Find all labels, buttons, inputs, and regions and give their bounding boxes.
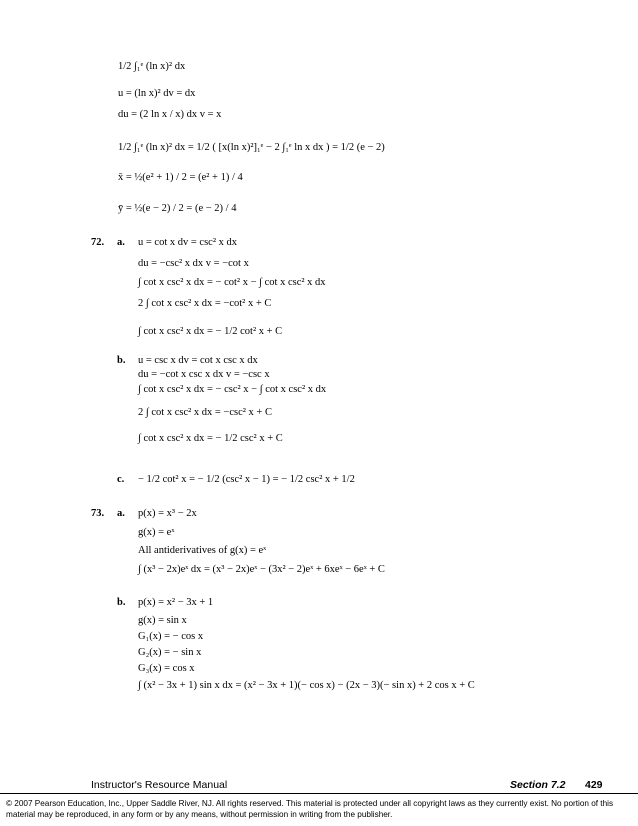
- problem-72b-line-4: 2 ∫ cot x csc² x dx = −csc² x + C: [138, 407, 272, 418]
- problem-73a-line-4: ∫ (x³ − 2x)eˣ dx = (x³ − 2x)eˣ − (3x² − 2)eˣ + 6xeˣ − 6eˣ + C: [138, 564, 385, 575]
- problem-73a-line-2: g(x) = eˣ: [138, 527, 175, 538]
- problem-72b-line-1: u = csc x dv = cot x csc x dx: [138, 355, 258, 366]
- problem-72a-line-3: ∫ cot x csc² x dx = − cot² x − ∫ cot x csc² x dx: [138, 277, 326, 288]
- problem-72b-line-5: ∫ cot x csc² x dx = − 1/2 csc² x + C: [138, 433, 283, 444]
- problem-72a-line-1: u = cot x dv = csc² x dx: [138, 237, 237, 248]
- top-line-6: ȳ = ½(e − 2) / 2 = (e − 2) / 4: [118, 203, 237, 214]
- problem-72a-line-4: 2 ∫ cot x csc² x dx = −cot² x + C: [138, 298, 272, 309]
- problem-73b-line-3: G₁(x) = − cos x: [138, 631, 204, 642]
- problem-72-part-c-letter: c.: [117, 474, 125, 485]
- problem-73b-line-5: G₃(x) = cos x: [138, 663, 195, 674]
- problem-73b-line-1: p(x) = x² − 3x + 1: [138, 597, 214, 608]
- problem-73a-line-1: p(x) = x³ − 2x: [138, 508, 197, 519]
- top-line-5: x̄ = ½(e² + 1) / 2 = (e² + 1) / 4: [118, 172, 243, 183]
- footer-manual-title: Instructor's Resource Manual: [91, 779, 228, 791]
- top-line-1: 1/2 ∫₁ᵉ (ln x)² dx: [118, 61, 186, 72]
- problem-72b-line-2: du = −cot x csc x dx v = −csc x: [138, 369, 270, 380]
- footer-page-number: 429: [585, 779, 603, 791]
- problem-72-part-a-letter: a.: [117, 237, 125, 248]
- problem-72-number: 72.: [91, 237, 105, 248]
- problem-73-number: 73.: [91, 508, 105, 519]
- top-line-4: 1/2 ∫₁ᵉ (ln x)² dx = 1/2 ( [x(ln x)²]₁ᵉ − 2 ∫₁ᵉ ln x dx ) = 1/2 (e − 2): [118, 142, 385, 153]
- top-line-2: u = (ln x)² dv = dx: [118, 88, 196, 99]
- problem-73b-line-2: g(x) = sin x: [138, 615, 187, 626]
- footer-section: Section 7.2: [510, 779, 566, 791]
- problem-73b-line-4: G₂(x) = − sin x: [138, 647, 202, 658]
- problem-73-part-a-letter: a.: [117, 508, 125, 519]
- problem-72a-line-2: du = −csc² x dx v = −cot x: [138, 258, 249, 269]
- footer-divider: [0, 793, 638, 794]
- problem-72c-line-1: − 1/2 cot² x = − 1/2 (csc² x − 1) = − 1/2 csc² x + 1/2: [138, 474, 355, 485]
- problem-72a-line-5: ∫ cot x csc² x dx = − 1/2 cot² x + C: [138, 326, 283, 337]
- footer-copyright: © 2007 Pearson Education, Inc., Upper Saddle River, NJ. All rights reserved. This material is protected under all copyright laws as they currently exist. No portion of this material may be reproduced, in any form or by any means, without permission in writing from the publisher.: [6, 799, 614, 819]
- problem-73a-line-3: All antiderivatives of g(x) = eˣ: [138, 545, 267, 556]
- problem-73-part-b-letter: b.: [117, 597, 126, 608]
- problem-72b-line-3: ∫ cot x csc² x dx = − csc² x − ∫ cot x csc² x dx: [138, 384, 327, 395]
- top-line-3: du = (2 ln x / x) dx v = x: [118, 109, 222, 120]
- problem-72-part-b-letter: b.: [117, 355, 126, 366]
- problem-73b-line-6: ∫ (x² − 3x + 1) sin x dx = (x² − 3x + 1)(− cos x) − (2x − 3)(− sin x) + 2 cos x + C: [138, 680, 475, 691]
